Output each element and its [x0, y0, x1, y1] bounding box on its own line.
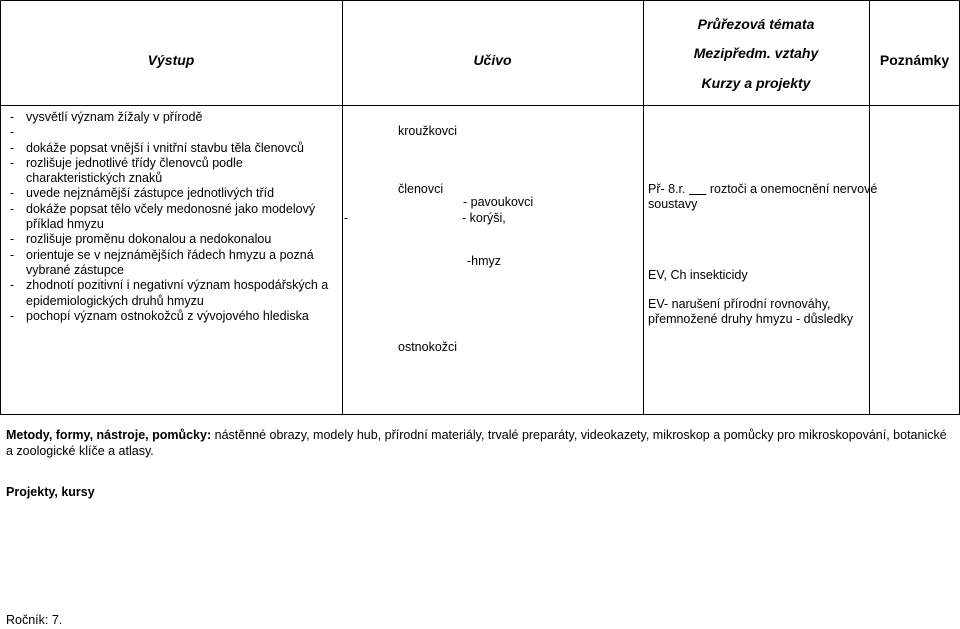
ucivo-dash: -	[344, 211, 349, 225]
roztoci-text: roztoči a onemocnění nervové	[706, 182, 878, 196]
vystup-item	[4, 156, 340, 187]
ucivo-hmyz: -hmyz	[467, 254, 502, 268]
prurez-code	[648, 182, 877, 197]
bullet-dash: -	[10, 308, 15, 323]
vystup-text: vysvětlí význam žížaly v přírodě	[26, 110, 203, 124]
vystup-item	[4, 248, 340, 279]
projekty-heading: Projekty, kursy	[6, 485, 95, 499]
vystup-text: příklad hmyzu	[26, 217, 104, 232]
metody-text: nástěnné obrazy, modely hub, přírodní materiály, trvalé preparáty, videokazety, mikroskop a pomůcky pro mikroskopování, botanické	[211, 428, 947, 442]
premnozene-text: přemnožené druhy hmyzu - důsledky	[648, 312, 853, 326]
header-poznamky: Poznámky	[879, 52, 950, 68]
ucivo-clenovci: členovci	[398, 182, 444, 196]
bullet-dash: -	[10, 155, 15, 170]
vystup-item	[4, 309, 340, 324]
bullet-dash: -	[10, 232, 15, 247]
vystup-list	[4, 110, 340, 324]
vystup-text: orientuje se v nejznámějších řádech hmyzu a pozná	[26, 247, 314, 262]
vystup-text: charakteristických znaků	[26, 171, 163, 186]
header-prurez-1: Průřezová témata	[697, 16, 815, 32]
vystup-item	[4, 186, 340, 201]
metody-text-2: a zoologické klíče a atlasy.	[6, 443, 154, 458]
rocnik-label: Ročník: 7.	[6, 613, 63, 627]
bullet-dash: -	[10, 125, 15, 140]
vystup-text: dokáže popsat vnější i vnitřní stavbu těla členovců	[26, 140, 304, 155]
ucivo-krouzkovci: kroužkovci	[398, 124, 458, 138]
header-vystup: Výstup	[147, 52, 195, 68]
bullet-dash: -	[10, 140, 15, 155]
ucivo-koryssi: - korýši,	[462, 211, 506, 225]
vystup-item	[4, 202, 340, 233]
header-prurez-3: Kurzy a projekty	[701, 75, 811, 91]
metody-paragraph	[6, 428, 960, 459]
ucivo-ostnokozci: ostnokožci	[398, 340, 458, 354]
bullet-dash: -	[10, 186, 15, 201]
header-ucivo: Učivo	[473, 52, 512, 68]
vystup-text: dokáže popsat tělo včely medonosné jako modelový	[26, 201, 316, 216]
bullet-dash: -	[10, 201, 15, 216]
vystup-item	[4, 125, 340, 140]
bullet-dash: -	[10, 247, 15, 262]
vystup-text: epidemiologických druhů hmyzu	[26, 293, 204, 308]
vystup-item	[4, 232, 340, 247]
metody-label: Metody, formy, nástroje, pomůcky:	[6, 428, 212, 442]
vystup-text: rozlišuje proměnu dokonalou a nedokonalou	[26, 232, 272, 247]
prurez-ev-ch: EV, Ch insekticidy	[648, 268, 748, 282]
ucivo-pavoukovci: - pavoukovci	[463, 195, 534, 209]
roztoci-text-2: soustavy	[648, 197, 698, 211]
bullet-dash: -	[10, 110, 15, 124]
prurez-code-text: Př- 8.r.	[648, 182, 686, 196]
header-prurez-2: Mezipředm. vztahy	[693, 45, 819, 61]
vystup-item	[4, 110, 340, 125]
prurez-ev2: EV- narušení přírodní rovnováhy,	[648, 297, 831, 311]
vystup-text: pochopí význam ostnokožců z vývojového hlediska	[26, 308, 309, 323]
vystup-text: vybrané zástupce	[26, 262, 124, 277]
vystup-item	[4, 278, 340, 309]
vystup-text: uvede nejznámější zástupce jednotlivých tříd	[26, 186, 275, 201]
vystup-item	[4, 141, 340, 156]
vystup-text: zhodnotí pozitivní i negativní význam hospodářských a	[26, 278, 329, 293]
bullet-dash: -	[10, 278, 15, 293]
vystup-text: rozlišuje jednotlivé třídy členovců podle	[26, 155, 243, 170]
